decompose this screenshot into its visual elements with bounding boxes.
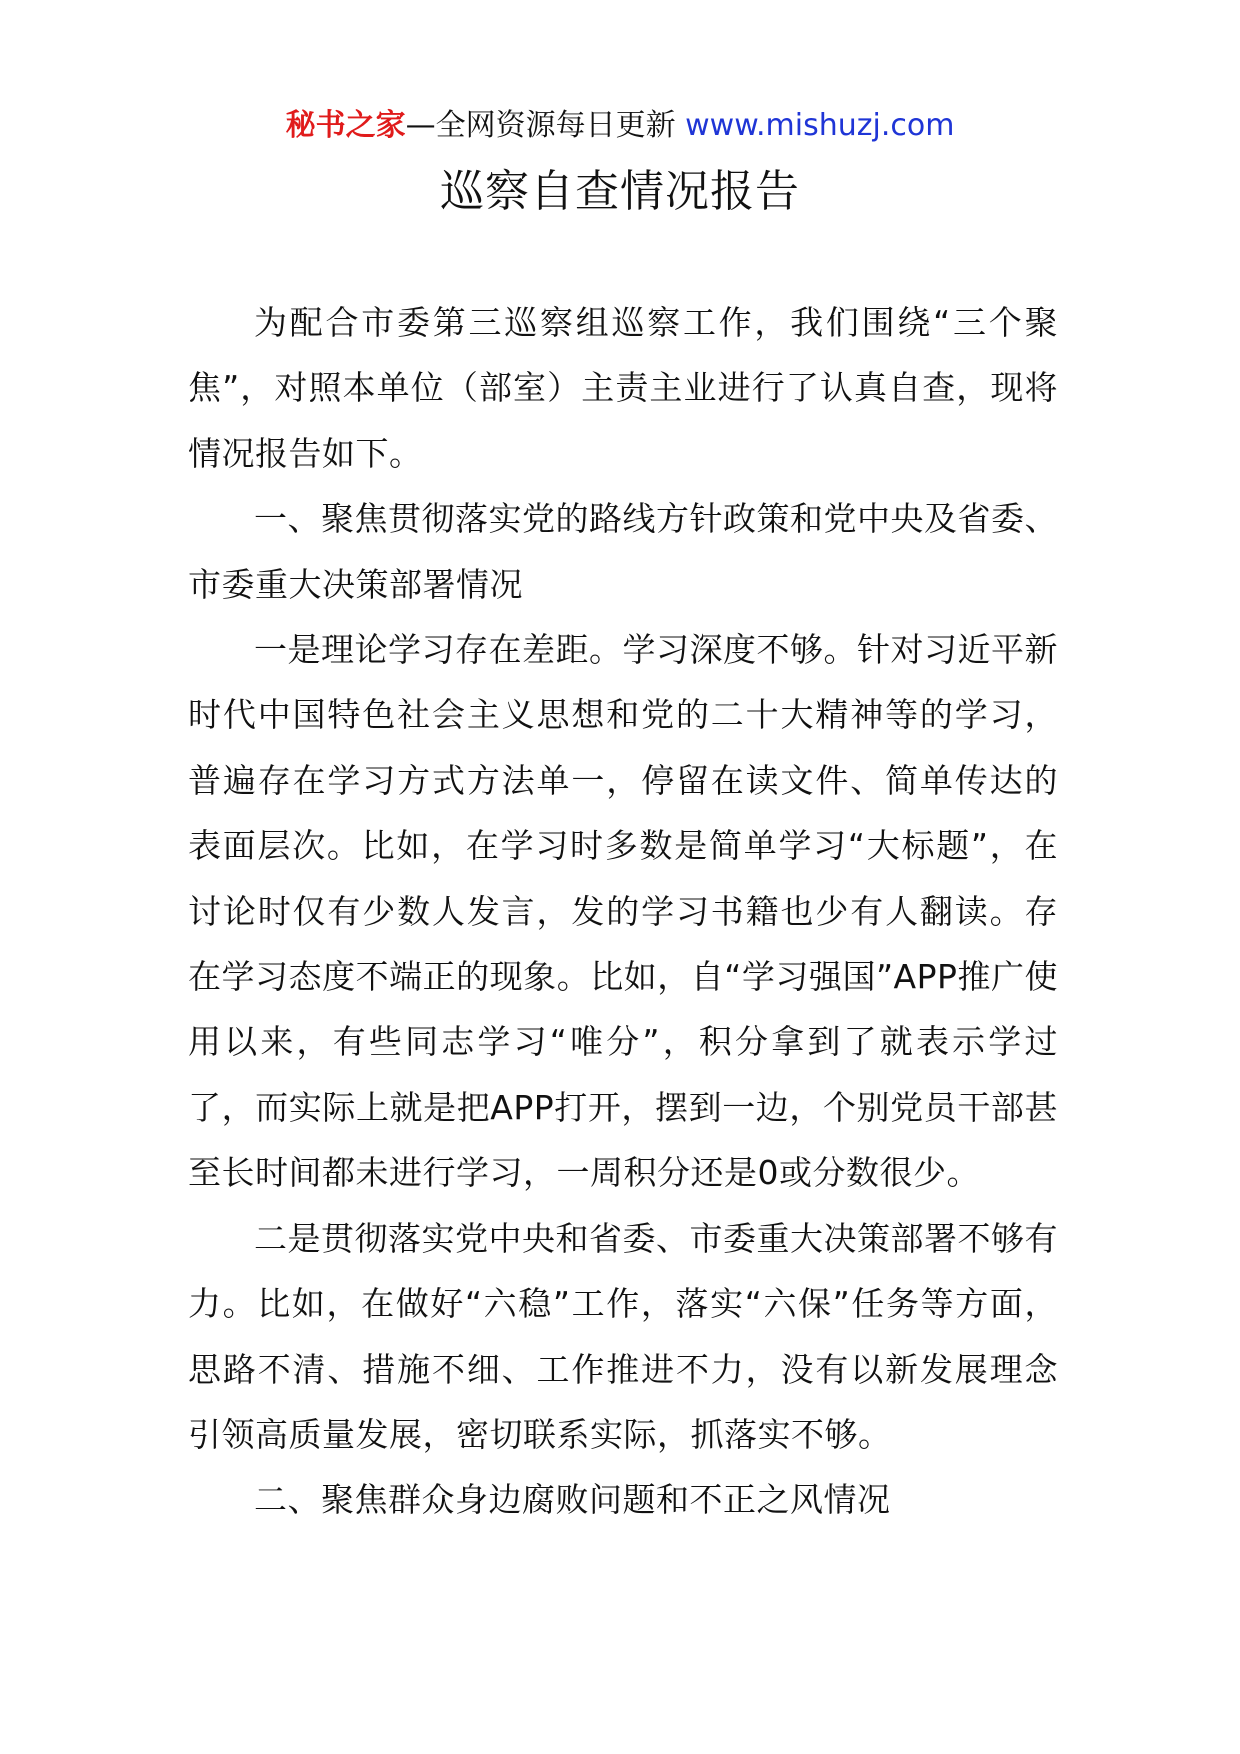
brand-name: 秘书之家	[285, 108, 406, 143]
document-title: 巡察自查情况报告	[440, 166, 800, 217]
site-url-link[interactable]: www.mishuzj.com	[685, 108, 955, 143]
body-paragraph-theory-study: 一是理论学习存在差距。学习深度不够。针对习近平新时代中国特色社会主义思想和党的二十大精神等的学习，普遍存在学习方式方法单一，停留在读文件、简单传达的表面层次。比如，在学习时多数是简单学习“大标题”，在讨论时仅有少数人发言，发的学习书籍也少有人翻读。存在学习态度不端正的现象。比如，自“学习强国”APP推广使用以来，有些同志学习“唯分”，积分拿到了就表示学过了，而实际上就是把APP打开，摆到一边，个别党员干部甚至长时间都未进行学习，一周积分还是0或分数很少。	[188, 630, 1058, 1193]
intro-paragraph: 为配合市委第三巡察组巡察工作，我们围绕“三个聚焦”，对照本单位（部室）主责主业进行了认真自查，现将情况报告如下。	[188, 303, 1058, 473]
section-heading-2: 二、聚焦群众身边腐败问题和不正之风情况	[254, 1480, 891, 1520]
header-tagline: —全网资源每日更新	[405, 108, 676, 143]
body-paragraph-implementation: 二是贯彻落实党中央和省委、市委重大决策部署不够有力。比如，在做好“六稳”工作，落实“六保”任务等方面，思路不清、措施不细、工作推进不力，没有以新发展理念引领高质量发展，密切联系实际，抓落实不够。	[188, 1218, 1058, 1454]
site-header	[0, 104, 1240, 148]
document-body	[188, 290, 1058, 1533]
section-heading-1: 一、聚焦贯彻落实党的路线方针政策和党中央及省委、市委重大决策部署情况	[188, 499, 1058, 604]
